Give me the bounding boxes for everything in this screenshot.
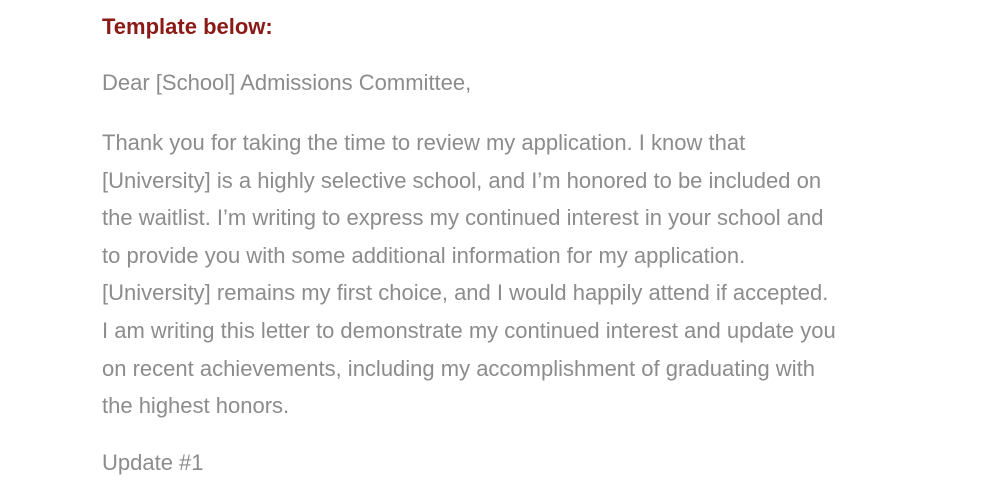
letter-body-line: I am writing this letter to demonstrate my continued interest and update you	[102, 317, 836, 343]
letter-body-line: on recent achievements, including my accomplishment of graduating with	[102, 355, 815, 381]
template-heading: Template below:	[102, 14, 273, 39]
letter-body-line: the waitlist. I’m writing to express my continued interest in your school and	[102, 205, 824, 231]
letter-body-line: [University] remains my first choice, and I would happily attend if accepted.	[102, 280, 829, 306]
letter-body-line: [University] is a highly selective school, and I’m honored to be included on	[102, 167, 822, 193]
letter-body-line: the highest honors.	[102, 393, 290, 419]
salutation: Dear [School] Admissions Committee,	[102, 70, 472, 95]
letter-body-paragraph	[102, 124, 836, 425]
update-heading: Update #1	[102, 450, 204, 475]
letter-body-line: to provide you with some additional information for my application.	[102, 242, 746, 268]
letter-body-line: Thank you for taking the time to review my application. I know that	[102, 130, 746, 155]
